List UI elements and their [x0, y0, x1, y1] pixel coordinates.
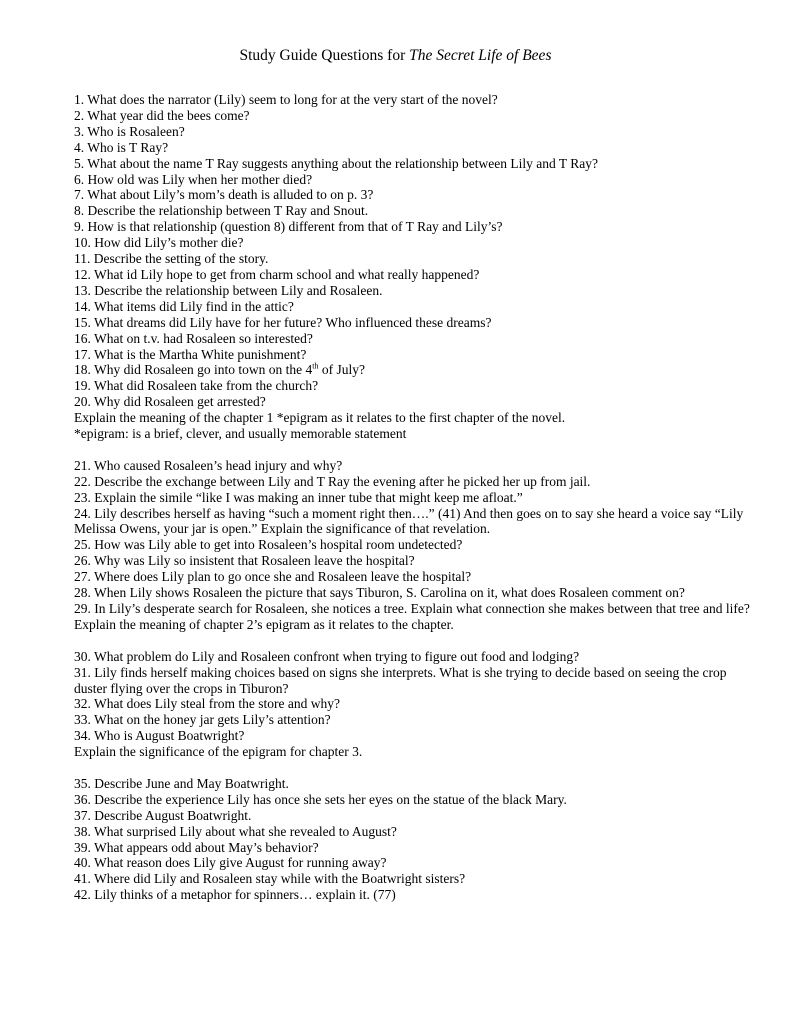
section-chapter-3 [74, 649, 754, 760]
question-8: 8. Describe the relationship between T Ray and Snout. [74, 203, 369, 219]
question-5: 5. What about the name T Ray suggests anything about the relationship between Lily and T Ray? [74, 155, 599, 171]
epigram-prompt-chapter-1: Explain the meaning of the chapter 1 *epigram as it relates to the first chapter of the novel. [74, 410, 566, 426]
question-16: 16. What on t.v. had Rosaleen so interested? [74, 330, 313, 346]
section-gap [74, 633, 754, 649]
section-chapter-1 [74, 92, 754, 442]
question-26: 26. Why was Lily so insistent that Rosaleen leave the hospital? [74, 553, 415, 569]
question-18-end: of July? [318, 362, 365, 378]
question-25: 25. How was Lily able to get into Rosaleen’s hospital room undetected? [74, 537, 463, 553]
question-38: 38. What surprised Lily about what she revealed to August? [74, 823, 397, 839]
question-18 [74, 362, 754, 378]
question-3: 3. Who is Rosaleen? [74, 123, 185, 139]
section-gap [74, 442, 754, 458]
question-31: 31. Lily finds herself making choices based on signs she interprets. What is she trying to decide based on seeing the crop duster flying over the crops in Tiburon? [74, 664, 727, 696]
epigram-prompt-chapter-2: Explain the meaning of chapter 2’s epigram as it relates to the chapter. [74, 616, 454, 632]
question-37: 37. Describe August Boatwright. [74, 807, 252, 823]
question-11: 11. Describe the setting of the story. [74, 251, 269, 267]
question-6: 6. How old was Lily when her mother died? [74, 171, 313, 187]
question-35: 35. Describe June and May Boatwright. [74, 775, 289, 791]
section-chapter-2 [74, 458, 754, 633]
question-15: 15. What dreams did Lily have for her future? Who influenced these dreams? [74, 314, 492, 330]
question-7: 7. What about Lily’s mom’s death is alluded to on p. 3? [74, 187, 374, 203]
question-36: 36. Describe the experience Lily has once she sets her eyes on the statue of the black Mary. [74, 791, 567, 807]
section-chapter-4 [74, 776, 754, 903]
question-13: 13. Describe the relationship between Lily and Rosaleen. [74, 282, 383, 298]
question-18-text: 18. Why did Rosaleen go into town on the 4 [74, 362, 313, 378]
question-1: 1. What does the narrator (Lily) seem to long for at the very start of the novel? [74, 92, 498, 107]
question-10: 10. How did Lily’s mother die? [74, 235, 244, 251]
question-29: 29. In Lily’s desperate search for Rosaleen, she notices a tree. Explain what connection she makes between that tree and life? [74, 600, 750, 616]
question-27: 27. Where does Lily plan to go once she and Rosaleen leave the hospital? [74, 569, 472, 585]
question-19: 19. What did Rosaleen take from the church? [74, 378, 319, 394]
question-14: 14. What items did Lily find in the attic? [74, 298, 294, 314]
question-24: 24. Lily describes herself as having “such a moment right then….” (41) And then goes on to say she heard a voice say “Lily Melissa Owens, your jar is open.” Explain the significance of that revelation. [74, 505, 744, 537]
question-9: 9. How is that relationship (question 8) different from that of T Ray and Lily’s? [74, 219, 503, 235]
question-2: 2. What year did the bees come? [74, 107, 250, 123]
question-18-superscript: th [312, 361, 319, 371]
book-title: The Secret Life of Bees [409, 47, 552, 64]
question-17: 17. What is the Martha White punishment? [74, 346, 307, 362]
question-20: 20. Why did Rosaleen get arrested? [74, 394, 266, 410]
question-22: 22. Describe the exchange between Lily and T Ray the evening after he picked her up from jail. [74, 473, 591, 489]
question-21: 21. Who caused Rosaleen’s head injury and why? [74, 457, 343, 473]
question-41: 41. Where did Lily and Rosaleen stay while with the Boatwright sisters? [74, 871, 466, 887]
question-33: 33. What on the honey jar gets Lily’s attention? [74, 712, 331, 728]
page-title [0, 47, 791, 65]
question-28: 28. When Lily shows Rosaleen the picture that says Tiburon, S. Carolina on it, what does Rosaleen comment on? [74, 585, 685, 601]
question-23: 23. Explain the simile “like I was making an inner tube that might keep me afloat.” [74, 489, 523, 505]
question-30: 30. What problem do Lily and Rosaleen confront when trying to figure out food and lodging? [74, 648, 580, 664]
epigram-prompt-chapter-3: Explain the significance of the epigram for chapter 3. [74, 744, 363, 760]
question-42: 42. Lily thinks of a metaphor for spinners… explain it. (77) [74, 887, 396, 903]
section-gap [74, 760, 754, 776]
epigram-definition: *epigram: is a brief, clever, and usually memorable statement [74, 426, 407, 442]
question-39: 39. What appears odd about May’s behavior? [74, 839, 319, 855]
question-4: 4. Who is T Ray? [74, 139, 169, 155]
title-prefix: Study Guide Questions for [239, 47, 410, 64]
question-40: 40. What reason does Lily give August for running away? [74, 855, 387, 871]
question-list [74, 92, 754, 903]
question-32: 32. What does Lily steal from the store and why? [74, 696, 340, 712]
question-12: 12. What id Lily hope to get from charm school and what really happened? [74, 266, 480, 282]
question-34: 34. Who is August Boatwright? [74, 728, 245, 744]
